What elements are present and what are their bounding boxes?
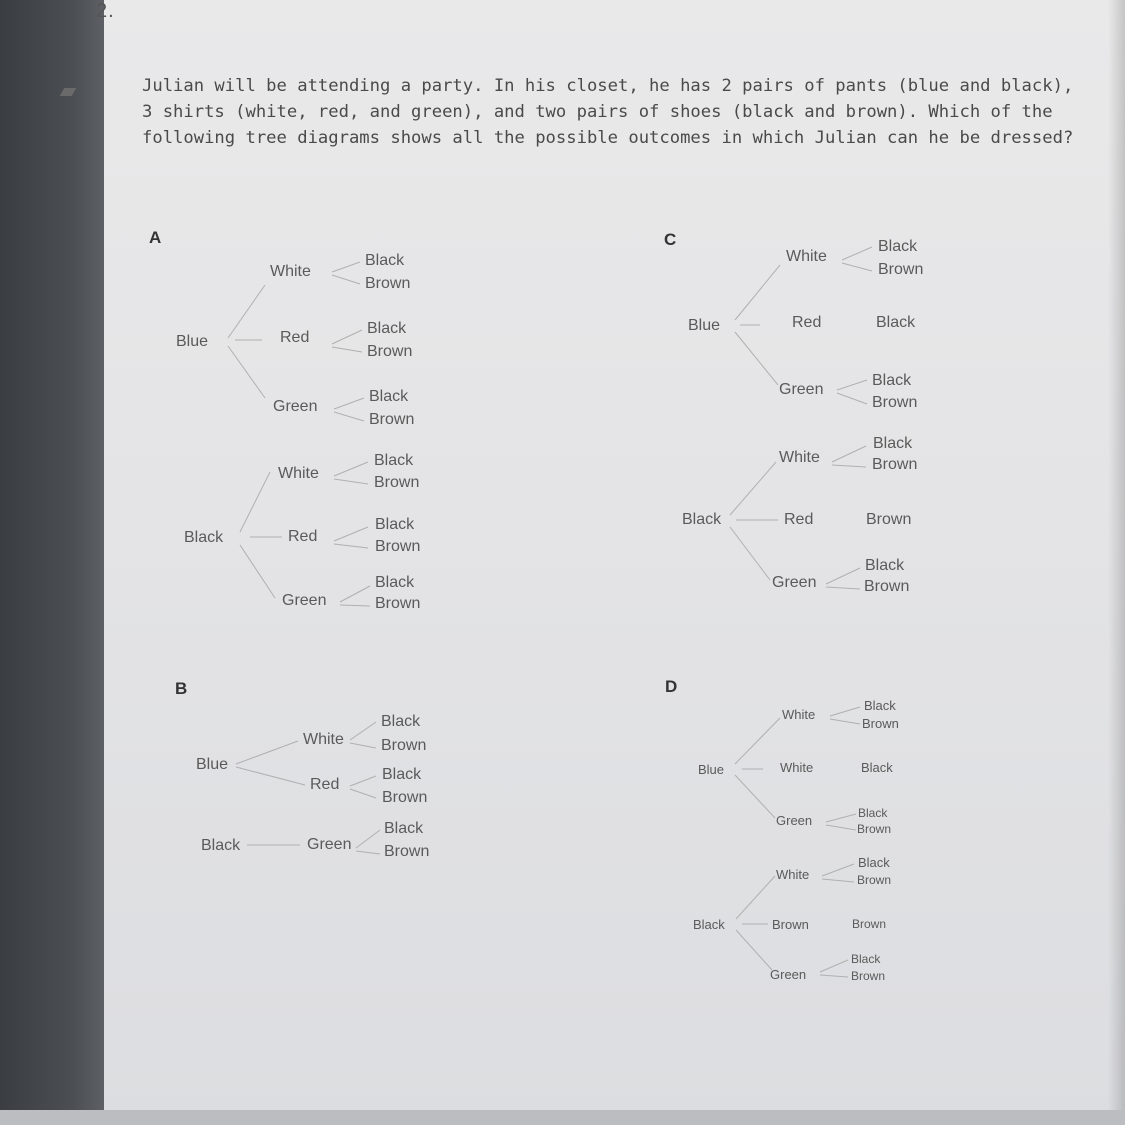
a-shirt-6: Green <box>282 592 327 609</box>
a-shoe-4: Brown <box>367 343 413 360</box>
d-pants-blue: Blue <box>698 762 725 777</box>
d-shoe-2: Brown <box>862 716 899 731</box>
a-shoe-5: Black <box>369 388 409 405</box>
option-b-label: B <box>175 679 188 698</box>
c-shirt-2: Red <box>792 314 822 331</box>
a-shirt-2: Red <box>280 329 310 346</box>
d-shoe-4: Black <box>858 806 888 820</box>
a-shoe-7: Black <box>374 452 414 469</box>
c-shoe-1: Black <box>878 238 918 255</box>
d-shoe-6: Black <box>858 855 890 870</box>
b-pants-blue: Blue <box>196 756 229 773</box>
a-shirt-4: White <box>278 465 319 482</box>
d-shirt-6: Green <box>770 967 807 982</box>
c-shirt-1: White <box>786 248 827 265</box>
c-shirt-3: Green <box>779 381 824 398</box>
c-shoe-10: Brown <box>864 578 910 595</box>
c-shoe-5: Brown <box>872 394 918 411</box>
b-shoe-2: Brown <box>381 737 427 754</box>
b-shoe-4: Brown <box>382 789 428 806</box>
a-shirt-5: Red <box>288 528 318 545</box>
c-shoe-7: Brown <box>872 456 918 473</box>
b-shirt-1: White <box>303 731 344 748</box>
b-shoe-3: Black <box>382 766 422 783</box>
c-pants-blue: Blue <box>688 317 721 334</box>
c-shoe-9: Black <box>865 557 905 574</box>
c-shoe-4: Black <box>872 372 912 389</box>
c-shirt-6: Green <box>772 574 817 591</box>
c-pants-black: Black <box>682 511 722 528</box>
b-shoe-5: Black <box>384 820 424 837</box>
b-shirt-3: Green <box>307 836 352 853</box>
d-shirt-2: White <box>780 760 814 775</box>
c-shirt-4: White <box>779 449 820 466</box>
b-shirt-2: Red <box>310 776 340 793</box>
a-shoe-1: Black <box>365 252 405 269</box>
a-shirt-3: Green <box>273 398 318 415</box>
c-shirt-5: Red <box>784 511 814 528</box>
a-shirt-1: White <box>270 263 311 280</box>
d-shirt-1: White <box>782 707 816 722</box>
d-shoe-9: Black <box>851 952 881 966</box>
a-pants-blue: Blue <box>176 333 209 350</box>
a-shoe-10: Brown <box>375 538 421 555</box>
question-line-2: 3 shirts (white, red, and green), and two pairs of shoes (black and brown). Which of the <box>142 102 1053 122</box>
d-shirt-4: White <box>776 867 810 882</box>
d-pants-black: Black <box>693 917 725 932</box>
b-pants-black: Black <box>201 837 241 854</box>
c-shoe-3: Black <box>876 314 916 331</box>
option-a-label: A <box>149 228 162 247</box>
question-number: 2. <box>96 0 115 22</box>
d-shirt-3: Green <box>776 813 813 828</box>
d-shirt-5: Brown <box>772 917 809 932</box>
a-pants-black: Black <box>184 529 224 546</box>
b-shoe-6: Brown <box>384 843 430 860</box>
d-shoe-3: Black <box>861 760 893 775</box>
d-shoe-1: Black <box>864 698 896 713</box>
d-shoe-5: Brown <box>857 822 892 836</box>
a-shoe-3: Black <box>367 320 407 337</box>
a-shoe-9: Black <box>375 516 415 533</box>
c-shoe-6: Black <box>873 435 913 452</box>
question-line-3: following tree diagrams shows all the possible outcomes in which Julian can he be dressed? <box>142 128 1074 148</box>
d-shoe-7: Brown <box>857 873 892 887</box>
a-shoe-8: Brown <box>374 474 420 491</box>
a-shoe-12: Brown <box>375 595 421 612</box>
d-shoe-8: Brown <box>852 917 887 931</box>
d-shoe-10: Brown <box>851 969 886 983</box>
c-shoe-2: Brown <box>878 261 924 278</box>
c-shoe-8: Brown <box>866 511 912 528</box>
option-d-label: D <box>665 677 678 696</box>
a-shoe-11: Black <box>375 574 415 591</box>
b-shoe-1: Black <box>381 713 421 730</box>
question-line-1: Julian will be attending a party. In his closet, he has 2 pairs of pants (blue and black), <box>142 76 1074 96</box>
a-shoe-2: Brown <box>365 275 411 292</box>
option-c-label: C <box>664 230 677 249</box>
a-shoe-6: Brown <box>369 411 415 428</box>
